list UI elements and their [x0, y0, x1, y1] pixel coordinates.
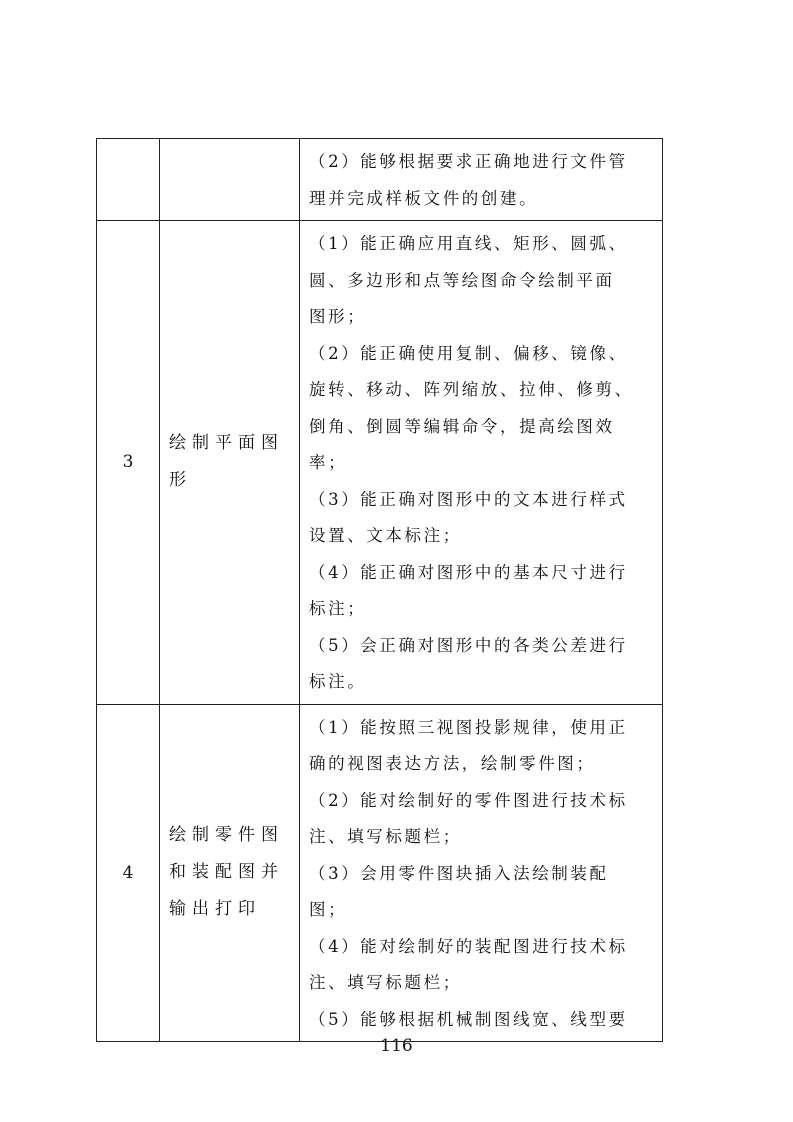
content-line: （3）能正确对图形中的文本进行样式 — [309, 489, 628, 509]
content-line: 注、填写标题栏； — [309, 827, 462, 846]
page-number: 116 — [380, 1036, 413, 1056]
content-line: 旋转、移动、阵列缩放、拉伸、修剪、 — [309, 380, 634, 399]
content-line: （4）能正确对图形中的基本尺寸进行 — [309, 562, 628, 582]
content-line: 设置、文本标注； — [309, 526, 462, 545]
content-line: 圆、多边形和点等绘图命令绘制平面 — [309, 270, 615, 290]
content-line: 理并完成样板文件的创建。 — [309, 188, 539, 208]
row-number-cell: 3 — [97, 221, 160, 705]
content-line: 倒角、倒圆等编辑命令，提高绘图效 — [309, 416, 615, 436]
content-line: （2）能够根据要求正确地进行文件管 — [309, 152, 628, 171]
row-content-cell — [300, 221, 663, 705]
row-number-cell — [97, 139, 160, 221]
content-line: （5）会正确对图形中的各类公差进行 — [309, 635, 628, 655]
content-line: （1）能按照三视图投影规律，使用正 — [309, 717, 628, 737]
row-number-cell: 4 — [97, 704, 160, 1042]
content-line: 图形； — [309, 307, 367, 326]
row-content-cell — [300, 704, 663, 1042]
row-topic-cell — [160, 139, 300, 221]
row-content-cell — [300, 139, 663, 221]
content-line: （4）能对绘制好的装配图进行技术标 — [309, 936, 628, 956]
content-line: 率； — [309, 453, 348, 472]
row-topic-cell: 绘制平面图形 — [160, 221, 300, 705]
content-line: 注、填写标题栏； — [309, 973, 462, 992]
content-line: （2）能对绘制好的零件图进行技术标 — [309, 790, 628, 810]
content-table — [96, 138, 663, 1042]
content-line: 标注。 — [309, 672, 367, 691]
table-row — [97, 139, 663, 221]
row-topic-cell: 绘制零件图和装配图并输出打印 — [160, 704, 300, 1042]
table-row — [97, 221, 663, 705]
table-row — [97, 704, 663, 1042]
content-line: （2）能正确使用复制、偏移、镜像、 — [309, 343, 628, 363]
content-line: （5）能够根据机械制图线宽、线型要 — [309, 1009, 628, 1029]
content-line: 确的视图表达方法，绘制零件图； — [309, 754, 596, 773]
content-line: 图； — [309, 900, 348, 919]
content-line: （3）会用零件图块插入法绘制装配 — [309, 863, 609, 883]
content-line: （1）能正确应用直线、矩形、圆弧、 — [309, 234, 628, 253]
content-line: 标注； — [309, 599, 367, 618]
